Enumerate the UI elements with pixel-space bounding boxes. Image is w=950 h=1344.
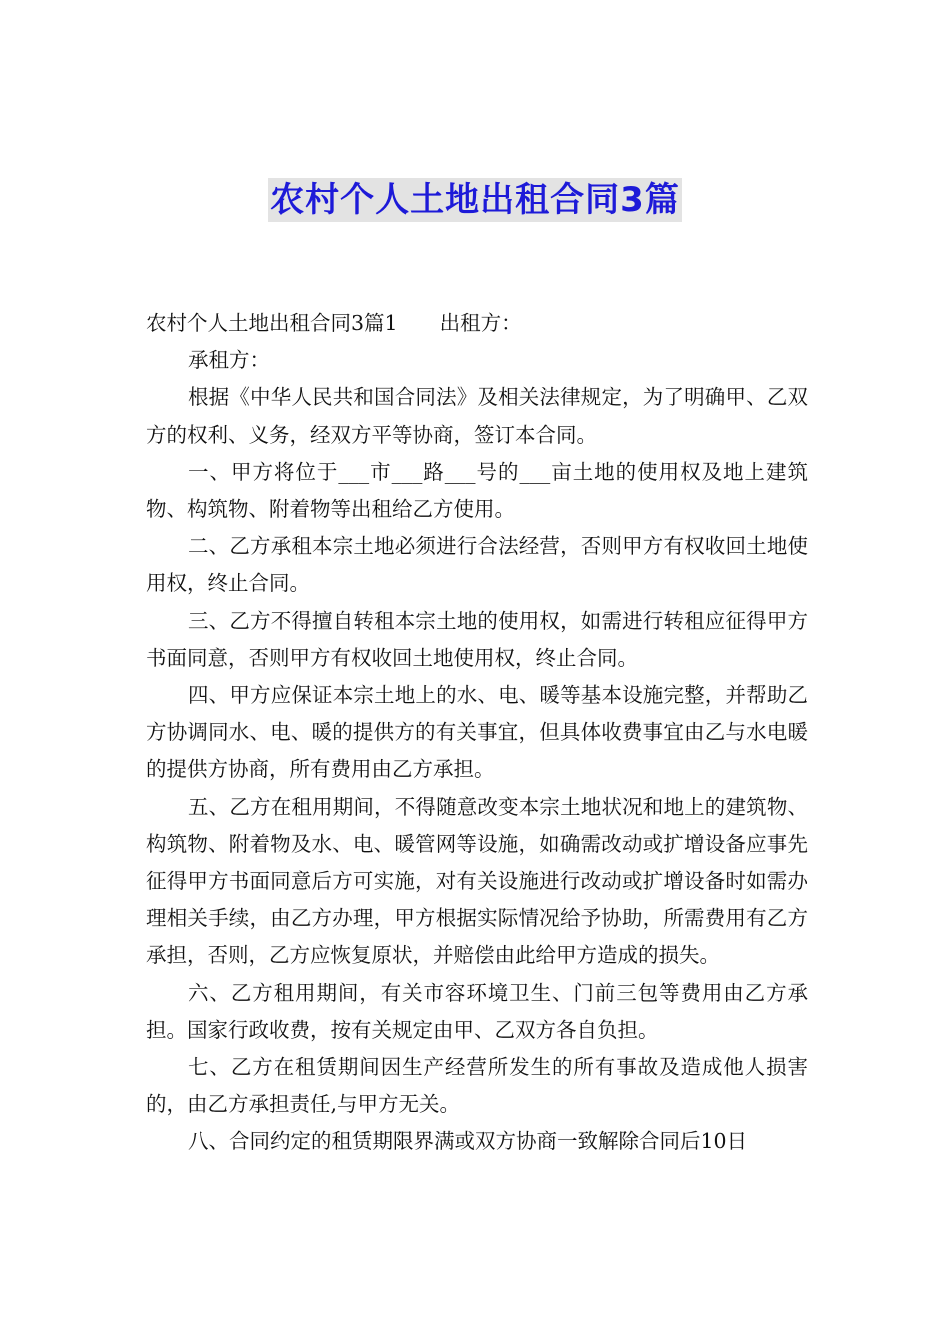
paragraph-preamble: 根据《中华人民共和国合同法》及相关法律规定，为了明确甲、乙双方的权利、义务，经双方平等协商，签订本合同。: [146, 385, 808, 447]
paragraph-clause-2: 二、乙方承租本宗土地必须进行合法经营，否则甲方有权收回土地使用权，终止合同。: [146, 534, 808, 596]
title-container: [0, 178, 950, 222]
document-title: 农村个人土地出租合同3篇: [270, 180, 680, 220]
paragraph-clause-6: 六、乙方租用期间，有关市容环境卫生、门前三包等费用由乙方承担。国家行政收费，按有关规定由甲、乙双方各自负担。: [146, 980, 808, 1042]
paragraph-clause-1: 一、甲方将位于___市___路___号的___亩土地的使用权及地上建筑物、构筑物、附着物等出租给乙方使用。: [146, 459, 808, 522]
contract-heading: 农村个人土地出租合同3篇1: [146, 311, 398, 335]
document-body: [146, 305, 808, 1161]
paragraph-clause-5: 五、乙方在租用期间，不得随意改变本宗土地状况和地上的建筑物、构筑物、附着物及水、电、暖管网等设施，如确需改动或扩增设备应事先征得甲方书面同意后方可实施，对有关设施进行改动或扩增设备时如需办理相关手续，由乙方办理，甲方根据实际情况给予协助，所需费用有乙方承担，否则，乙方应恢复原状，并赔偿由此给甲方造成的损失。: [146, 794, 808, 968]
heading-line: [146, 305, 808, 342]
paragraph-clause-3: 三、乙方不得擅自转租本宗土地的使用权，如需进行转租应征得甲方书面同意，否则甲方有权收回土地使用权，终止合同。: [146, 608, 808, 670]
lessor-label: 出租方：: [439, 311, 522, 335]
paragraph-clause-8: 八、合同约定的租赁期限界满或双方协商一致解除合同后10日: [188, 1129, 748, 1154]
paragraph-lessee: 承租方：: [188, 348, 270, 373]
paragraph-clause-7: 七、乙方在租赁期间因生产经营所发生的所有事故及造成他人损害的，由乙方承担责任,与甲方无关。: [146, 1055, 808, 1117]
paragraph-clause-4: 四、甲方应保证本宗土地上的水、电、暖等基本设施完整，并帮助乙方协调同水、电、暖的提供方的有关事宜，但具体收费事宜由乙与水电暖的提供方协商，所有费用由乙方承担。: [146, 683, 808, 782]
